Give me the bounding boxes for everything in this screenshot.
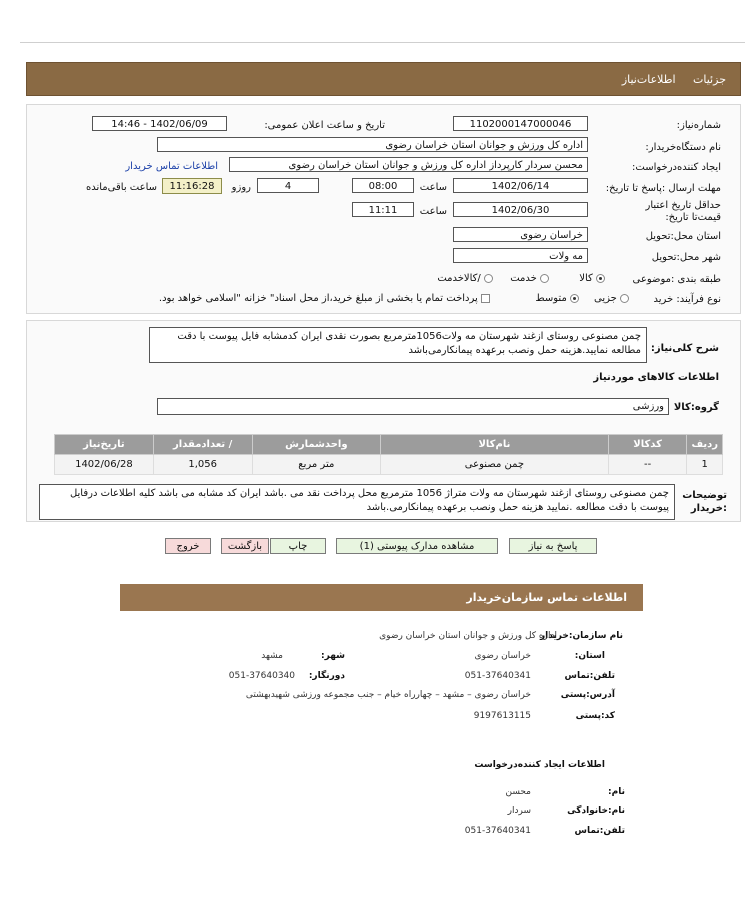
remaining-time-field: 11:16:28 [162,178,222,194]
postal-value: 9197613115 [473,711,531,721]
days-field: 4 [257,178,319,193]
city-label: شهر محل:تحویل [651,252,721,263]
province-contact-value: خراسان رضوی [474,651,531,661]
province-label: استان محل:تحویل [645,231,721,242]
name-label: نام: [608,787,625,797]
summary-text: چمن مصنوعی روستای ازغند شهرستان مه ولات1056مترمربع بصورت نقدی ایران کدمشابه فایل پیوست با دقت مطالعه نمایید.هزینه حمل ونصب برعهده پیمانکارمی‌باشد [149,327,647,363]
cell-name: چمن مصنوعی [381,455,609,475]
radio-service[interactable] [540,274,549,283]
radio-goods-service[interactable] [484,274,493,283]
table-row [55,455,723,475]
address-label: آدرس:پستی [560,690,615,700]
table-header-row [55,435,723,455]
buyer-org-field: اداره کل ورزش و جوانان استان خراسان رضوی [157,137,588,152]
process-minor-option[interactable]: جزیی [594,293,629,304]
tab-need-info[interactable]: اطلاعات‌نیاز [621,73,676,86]
city-contact-value: مشهد [261,651,283,661]
print-button[interactable]: چاپ [270,538,326,554]
city-field: مه ولات [453,248,588,263]
view-docs-button[interactable]: مشاهده مدارک پیوستی (1) [336,538,498,554]
cell-code: -- [608,455,687,475]
buyer-notes-text: چمن مصنوعی روستای ازغند شهرستان مه ولات متراژ 1056 مترمربع محل پرداخت نقد می .باشد ایران کد مشابه می باشد کلیه اطلاعات درفایل پیوست با دقت مطالعه .نمایید هزینه حمل ونصب برعهده پیمانکارمی.باشد [39,484,675,520]
family-label: نام‌:خانوادگی [567,806,625,816]
col-qty: / تعدادمقدار [153,435,252,455]
province-field: خراسان رضوی [453,227,588,242]
announce-field: 1402/06/09 - 14:46 [92,116,227,131]
col-date: تاریخ‌نیاز [55,435,154,455]
creator-field: محسن سردار کارپرداز اداره کل ورزش و جوانان استان خراسان رضوی [229,157,588,172]
creator-label: ایجاد کننده‌درخواست: [632,162,721,173]
items-table [54,434,723,475]
cell-unit: متر مربع [252,455,381,475]
category-goods-service-option[interactable]: /کالاخدمت [437,273,493,284]
deadline-time-label: ساعت [419,182,447,193]
creator-info-title: اطلاعات ایجاد کننده‌درخواست [474,760,605,770]
address-value: خراسان رضوی – مشهد – چهارراه خیام – جنب مجموعه ورزشی شهیدبهشتی [245,690,531,700]
top-divider [20,42,745,43]
cell-row: 1 [687,455,723,475]
name-value: محسن [505,787,531,797]
org-value: اداره کل ورزش و جوانان استان خراسان رضوی [379,631,557,641]
need-number-label: شماره‌نیاز: [676,120,721,131]
contact-section-title: اطلاعات تماس سازمان‌خریدار [466,591,627,604]
process-medium-option[interactable]: متوسط [535,293,579,304]
back-button[interactable]: بازگشت [221,538,269,554]
validity-time-label: ساعت [419,206,447,217]
buyer-contact-link[interactable]: اطلاعات تماس خریدار [125,161,218,172]
col-row: ردیف [687,435,723,455]
announce-label: تاریخ و ساعت اعلان عمومی: [264,120,385,131]
tab-details[interactable]: جزئیات [693,73,726,86]
contact-section-header [120,584,643,611]
fax-value: 051-37640340 [228,671,295,681]
summary-label: شرح کلی‌نیاز: [650,343,719,354]
days-label: روزو [231,182,251,193]
province-contact-label: استان: [574,651,605,661]
phone-value: 051-37640341 [464,671,531,681]
col-name: نام‌کالا [381,435,609,455]
cell-date: 1402/06/28 [55,455,154,475]
col-unit: واحدشمارش [252,435,381,455]
header-bar [26,62,741,96]
deadline-date-field: 1402/06/14 [453,178,588,193]
phone-label: تلفن:تماس [564,671,615,681]
category-goods-option[interactable]: کالا [579,273,605,284]
goods-info-label: اطلاعات کالاهای موردنیاز [593,372,719,383]
creator-phone-value: 051-37640341 [464,826,531,836]
payment-note-option[interactable]: پرداخت تمام یا بخشی از مبلغ خرید،از محل اسناد" خزانه "اسلامی خواهد بود. [159,293,490,304]
remaining-label: ساعت باقی‌مانده [85,182,157,193]
col-code: کدکالا [608,435,687,455]
process-label: نوع فرآیند: خرید [653,294,721,305]
category-service-option[interactable]: خدمت [510,273,549,284]
need-number-field: 1102000147000046 [453,116,588,131]
reply-button[interactable]: پاسخ به نیاز [509,538,597,554]
validity-date-field: 1402/06/30 [453,202,588,217]
buyer-org-label: نام دستگاه‌خریدار: [645,142,721,153]
category-label: طبقه بندی :موضوعی [632,274,721,285]
exit-button[interactable]: خروج [165,538,211,554]
city-contact-label: شهر: [321,651,345,661]
validity-label: حداقل تاریخ اعتبار قیمت‌تا تاریخ: [645,200,721,223]
fax-label: دورنگار: [308,671,345,681]
buyer-notes-label: توضیحات :خریدار [682,490,727,514]
group-label: گروه:کالا [673,402,719,413]
creator-phone-label: تلفن:تماس [574,826,625,836]
radio-goods[interactable] [596,274,605,283]
cell-qty: 1,056 [153,455,252,475]
validity-time-field: 11:11 [352,202,414,217]
org-label: نام سازمان‌:خریدار [539,631,623,641]
family-value: سردار [507,806,531,816]
group-field: ورزشی [157,398,669,415]
deadline-label: مهلت ارسال :پاسخ تا تاریخ: [605,183,721,194]
postal-label: کد:پستی [575,711,615,721]
deadline-time-field: 08:00 [352,178,414,193]
